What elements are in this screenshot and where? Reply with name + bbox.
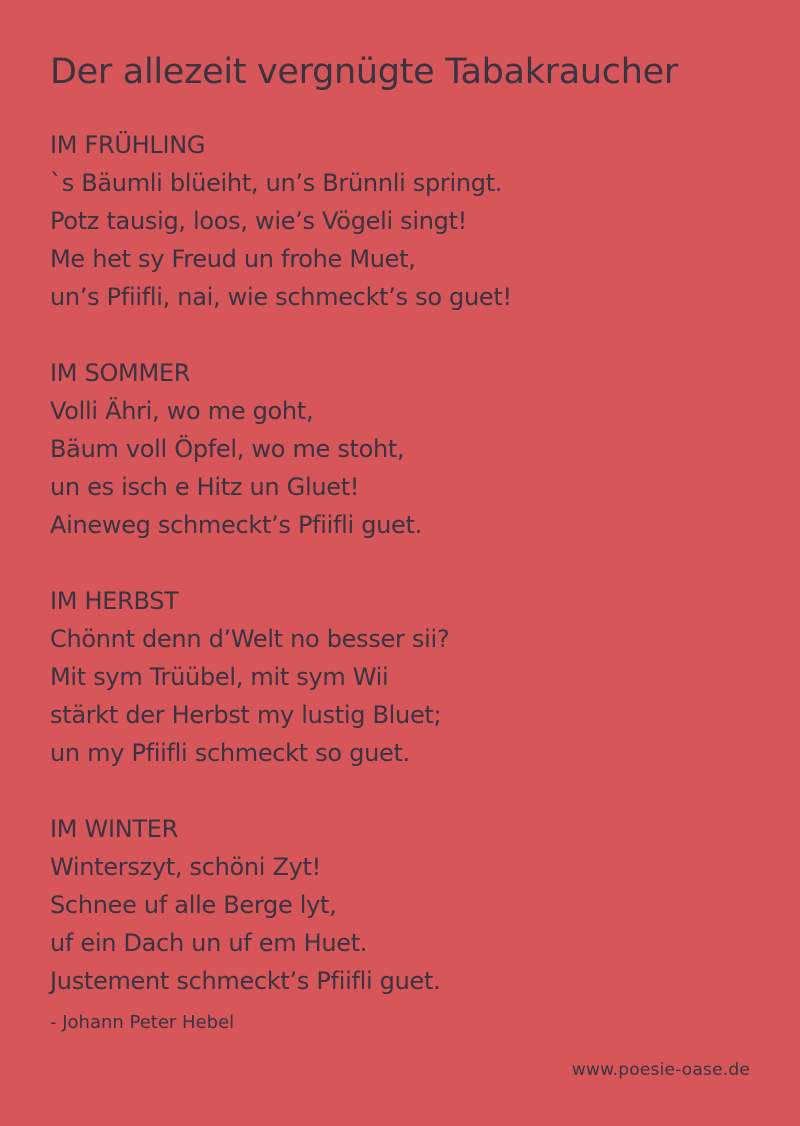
poem-line: Me het sy Freud un frohe Muet,	[50, 245, 416, 273]
poem-line: Mit sym Trüübel, mit sym Wii	[50, 663, 389, 691]
stanza-heading: IM SOMMER	[50, 359, 191, 387]
poem-line: Chönnt denn d’Welt no besser sii?	[50, 625, 450, 653]
poem-title: Der allezeit vergnügte Tabakraucher	[50, 52, 678, 92]
stanza-heading: IM HERBST	[50, 587, 179, 615]
poem-line: Winterszyt, schöni Zyt!	[50, 853, 321, 881]
author-credit: - Johann Peter Hebel	[50, 1012, 235, 1033]
poem-line: un’s Pfiifli, nai, wie schmeckt’s so guet!	[50, 283, 512, 311]
website-url: www.poesie-oase.de	[571, 1060, 750, 1080]
poem-line: Potz tausig, loos, wie’s Vögeli singt!	[50, 207, 468, 235]
poem-line: `s Bäumli blüeiht, un’s Brünnli springt.	[50, 169, 503, 197]
poem-line: Bäum voll Öpfel, wo me stoht,	[50, 435, 405, 463]
stanza-spring	[50, 126, 512, 316]
poem-body	[50, 126, 512, 1038]
stanza-heading: IM FRÜHLING	[50, 131, 206, 159]
poem-line: Schnee uf alle Berge lyt,	[50, 891, 337, 919]
poem-line: Aineweg schmeckt’s Pfiifli guet.	[50, 511, 422, 539]
poem-line: Volli Ähri, wo me goht,	[50, 397, 314, 425]
poem-line: uf ein Dach un uf em Huet.	[50, 929, 368, 957]
stanza-heading: IM WINTER	[50, 815, 178, 843]
poem-line: stärkt der Herbst my lustig Bluet;	[50, 701, 442, 729]
stanza-winter	[50, 810, 512, 1000]
stanza-autumn	[50, 582, 512, 772]
poem-line: un es isch e Hitz un Gluet!	[50, 473, 360, 501]
poem-line: un my Pfiifli schmeckt so guet.	[50, 739, 410, 767]
stanza-summer	[50, 354, 512, 544]
poem-line: Justement schmeckt’s Pfiifli guet.	[50, 967, 441, 995]
